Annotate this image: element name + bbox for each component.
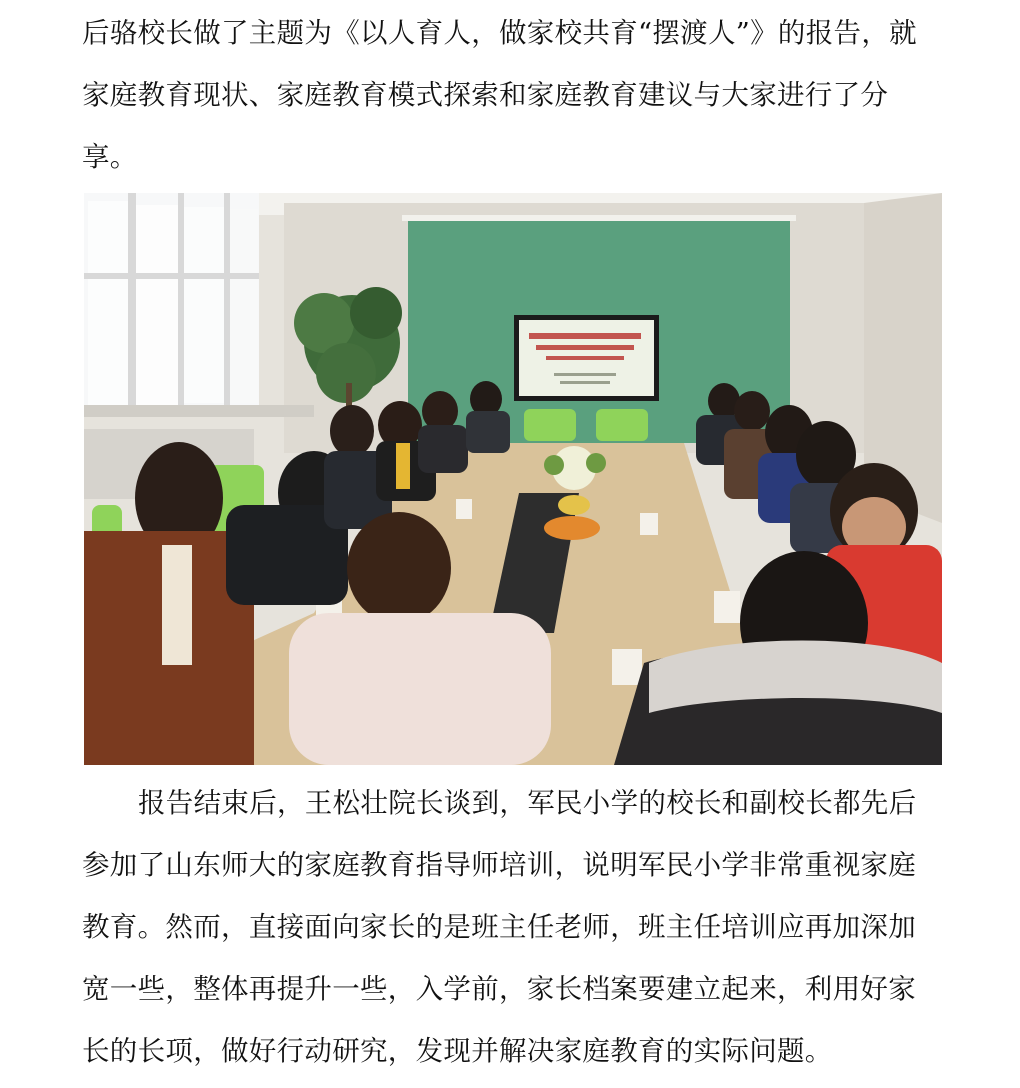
meeting-photo (84, 193, 942, 765)
paragraph-1: 后骆校长做了主题为《以人育人，做家校共育“摆渡人”》的报告，就家庭教育现状、家庭教育模式探索和家庭教育建议与大家进行了分享。 (82, 17, 917, 173)
paragraph-2: 报告结束后，王松壮院长谈到，军民小学的校长和副校长都先后参加了山东师大的家庭教育指导师培训，说明军民小学非常重视家庭教育。然而，直接面向家长的是班主任老师，班主任培训应再加深加宽一些，整体再提升一些，入学前，家长档案要建立起来，利用好家长的长项，做好行动研究，发现并解决家庭教育的实际问题。 (82, 787, 917, 1067)
